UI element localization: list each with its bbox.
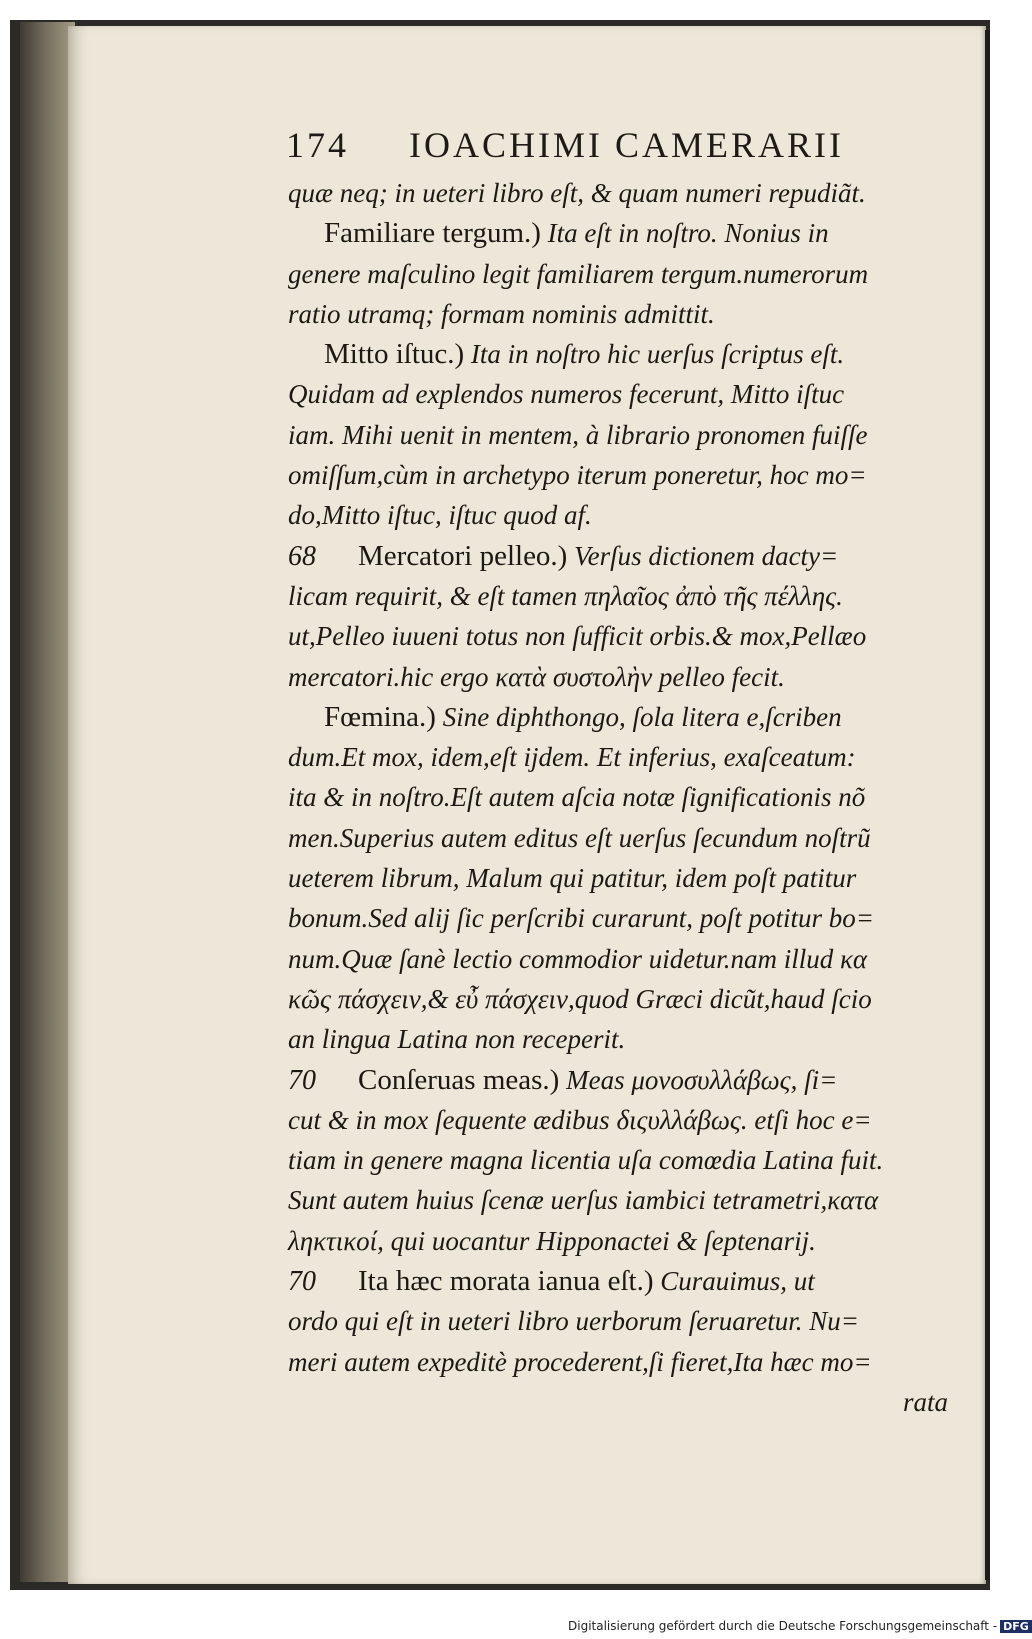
commentary-text: genere maſculino legit familiarem tergum.numerorum — [288, 258, 869, 289]
text-line — [288, 1140, 960, 1180]
commentary-text: cut & in mox ſequente ædibus διςυλλάβως. etſi hoc e= — [288, 1104, 872, 1135]
text-line — [288, 254, 960, 294]
commentary-text: dum.Et mox, idem,eſt ijdem. Et inferius, exaſceatum: — [288, 742, 856, 773]
lemma: Mitto iſtuc.) — [324, 338, 465, 371]
commentary-text: ut,Pelleo iuueni totus non ſufficit orbis.& mox,Pellæo — [288, 621, 867, 652]
book-spine — [20, 22, 75, 1582]
commentary-text: Sunt autem huius ſcenæ uerſus iambici tetrametri,κατα — [288, 1185, 879, 1216]
text-line — [288, 737, 960, 777]
text-block — [288, 173, 960, 1422]
commentary-text: licam requirit, & eſt tamen πηλαῖος ἀπὸ τῆς πέλλης. — [288, 580, 843, 611]
text-line — [288, 536, 960, 576]
lemma: Ita hæc morata ianua eſt.) — [358, 1265, 654, 1298]
page-edge — [985, 30, 990, 1580]
commentary-text: Verſus dictionem dacty= — [567, 540, 839, 571]
commentary-text: ληκτικοί, qui uocantur Hipponactei & ſeptenarij. — [288, 1225, 816, 1256]
commentary-text: ita & in noſtro.Eſt autem aſcia notæ ſignificationis nõ — [288, 782, 866, 813]
lemma: Familiare tergum.) — [324, 217, 541, 250]
lemma: Conſeruas meas.) — [358, 1063, 560, 1096]
commentary-text: ueterem librum, Malum qui patitur, idem poſt patitur — [288, 863, 857, 894]
text-line — [288, 898, 960, 938]
text-line — [288, 294, 960, 334]
dfg-logo: DFG — [1000, 1620, 1032, 1633]
text-line — [288, 1100, 960, 1140]
commentary-text: mercatori.hic ergo κατὰ συστολὴν pelleo fecit. — [288, 661, 785, 692]
commentary-text: meri autem expeditè procederent,ſi fieret,Ita hæc mo= — [288, 1346, 872, 1377]
page-number: 174 — [286, 125, 349, 165]
commentary-text: bonum.Sed alij ſic perſcribi curarunt, poſt potitur bo= — [288, 903, 874, 934]
text-line — [288, 1180, 960, 1220]
text-line — [288, 939, 960, 979]
text-line — [288, 495, 960, 535]
text-line — [288, 334, 960, 374]
commentary-text: num.Quæ ſanè lectio commodior uidetur.nam illud κα — [288, 943, 868, 974]
commentary-text: iam. Mihi uenit in mentem, à librario pronomen fuiſſe — [288, 419, 868, 450]
commentary-text: quæ neq; in ueteri libro eſt, & quam numeri repudiãt. — [288, 178, 866, 208]
commentary-text: Sine diphthongo, ſola litera e,ſcriben — [435, 701, 842, 732]
text-line — [288, 616, 960, 656]
footer-credit — [568, 1619, 1029, 1637]
running-head — [286, 124, 886, 168]
text-line — [288, 1221, 960, 1261]
text-line — [288, 1060, 960, 1100]
commentary-text: tiam in genere magna licentia uſa comœdia Latina fuit. — [288, 1145, 884, 1176]
verse-number: 68 — [288, 540, 316, 572]
text-line — [288, 1342, 960, 1382]
text-line — [288, 979, 960, 1019]
text-line — [288, 1261, 960, 1301]
commentary-text: ordo qui eſt in ueteri libro uerborum ſeruaretur. Nu= — [288, 1306, 859, 1337]
running-title: IOACHIMI CAMERARII — [409, 125, 844, 165]
commentary-text: Meas μονοσυλλάβως, ſi= — [559, 1064, 838, 1095]
text-line — [288, 1382, 960, 1422]
text-line — [288, 213, 960, 253]
commentary-text: an lingua Latina non receperit. — [288, 1024, 626, 1055]
commentary-text: Ita eſt in noſtro. Nonius in — [540, 218, 829, 249]
commentary-text: do,Mitto iſtuc, iſtuc quod af. — [288, 500, 592, 531]
commentary-text: κῶς πάσχειν,& εὖ πάσχειν,quod Græci dicũt,haud ſcio — [288, 983, 872, 1014]
commentary-text: men.Superius autem editus eſt uerſus ſecundum noſtrũ — [288, 822, 871, 853]
text-line — [288, 173, 960, 213]
commentary-text: ratio utramq; formam nominis admittit. — [288, 298, 715, 329]
text-line — [288, 455, 960, 495]
text-line — [288, 415, 960, 455]
text-line — [288, 818, 960, 858]
text-line — [288, 697, 960, 737]
verse-number: 70 — [288, 1064, 316, 1096]
text-line — [288, 576, 960, 616]
text-line — [288, 858, 960, 898]
commentary-text: omiſſum,cùm in archetypo iterum poneretur, hoc mo= — [288, 460, 867, 491]
text-line — [288, 1301, 960, 1341]
commentary-text: Curauimus, ut — [653, 1266, 815, 1297]
commentary-text: Ita in noſtro hic uerſus ſcriptus eſt. — [464, 339, 845, 370]
lemma: Mercatori pelleo.) — [358, 539, 568, 572]
text-line — [288, 1019, 960, 1059]
text-line — [288, 657, 960, 697]
footer-credit-text: Digitalisierung gefördert durch die Deutsche Forschungsgemeinschaft - — [568, 1619, 998, 1633]
text-line — [288, 777, 960, 817]
lemma: Fœmina.) — [324, 700, 436, 733]
verse-number: 70 — [288, 1266, 316, 1298]
commentary-text: Quidam ad explendos numeros fecerunt, Mitto iſtuc — [288, 379, 845, 410]
commentary-text: rata — [902, 1386, 948, 1417]
text-line — [288, 374, 960, 414]
